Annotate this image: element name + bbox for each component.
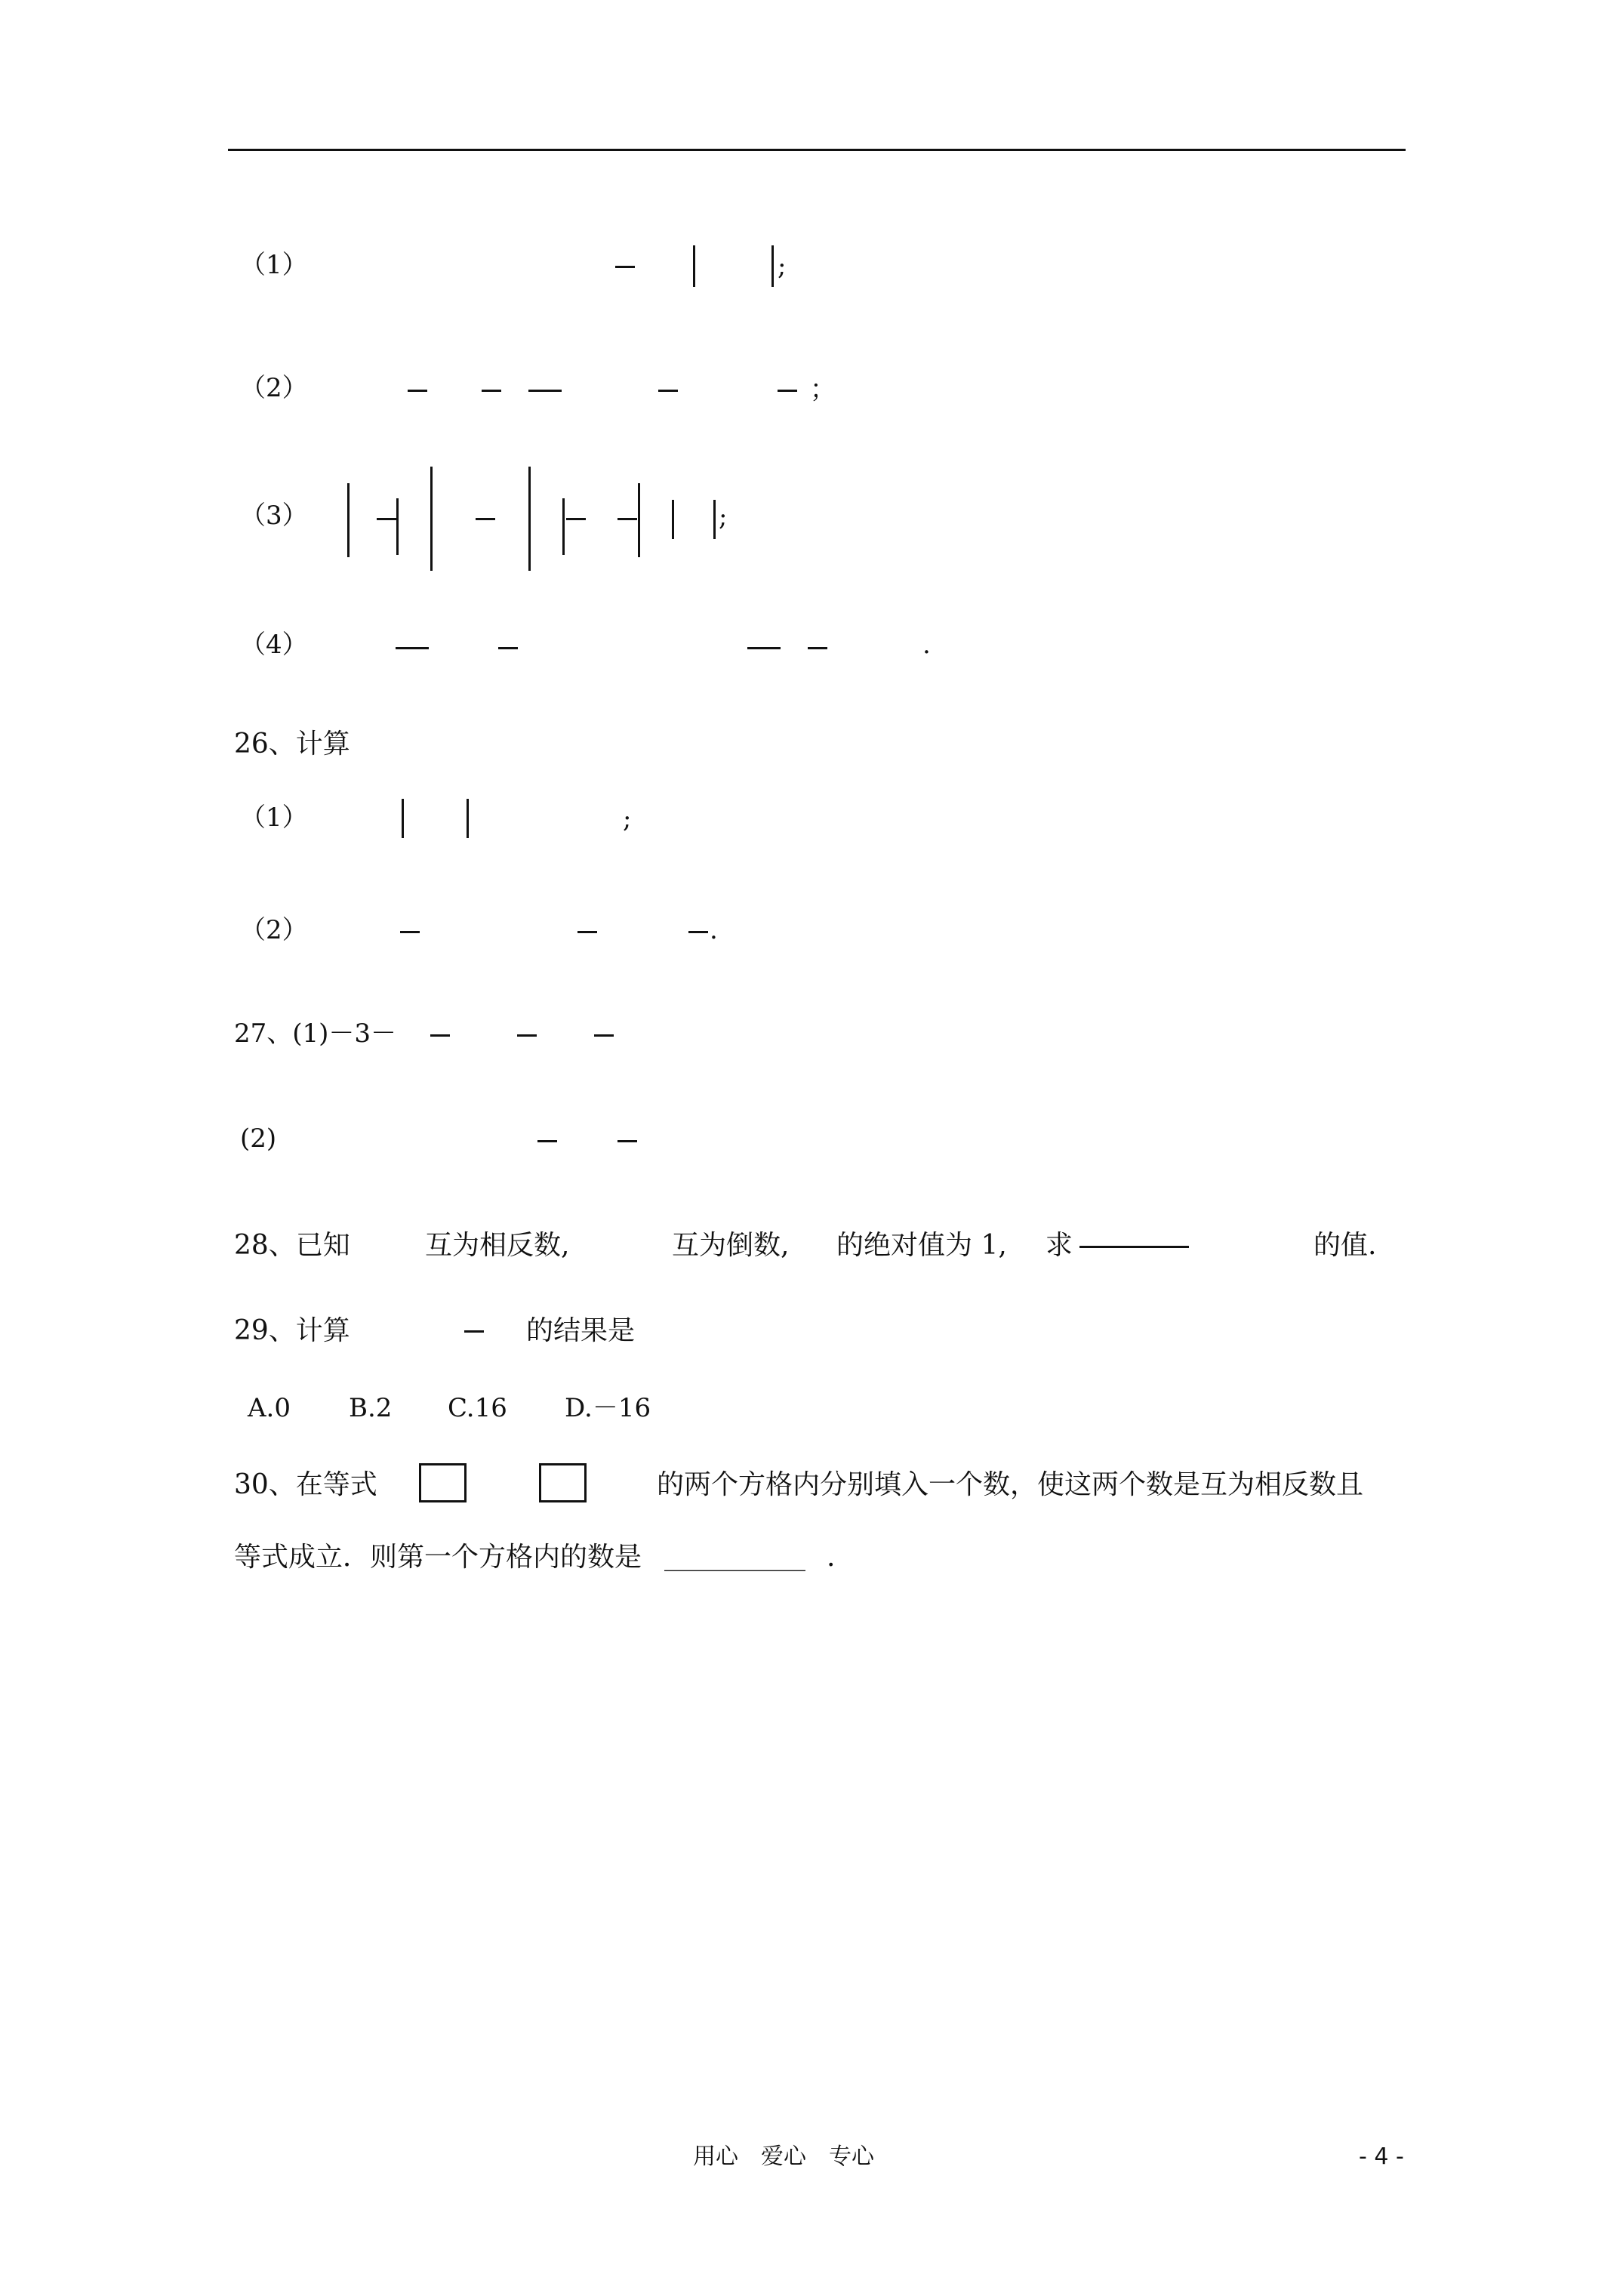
abs-bar-right: [467, 799, 469, 838]
abs-bar: [562, 498, 565, 555]
minus-sign: [464, 1330, 484, 1333]
answer-box-2[interactable]: [539, 1463, 587, 1502]
q26-p1-end: ;: [623, 804, 632, 834]
abs-bar: [347, 483, 350, 557]
abs-bar-left: [693, 245, 695, 287]
abs-bar: [713, 500, 716, 539]
q29-option-c: C.16: [448, 1393, 507, 1423]
footer-motto: 用心 爱心 专心: [693, 2143, 874, 2170]
q25-p4-end: .: [922, 630, 931, 660]
q26-p2-label: （2）: [240, 915, 308, 945]
q28-text-2: 互为相反数,: [425, 1230, 570, 1261]
minus-sign: [430, 1034, 450, 1037]
q29-option-d: D.－16: [565, 1393, 651, 1423]
minus-sign: [476, 518, 495, 520]
abs-bar: [396, 498, 399, 555]
q29-option-a: A.0: [248, 1393, 291, 1423]
abs-bar-right: [771, 245, 774, 287]
minus-sign: [808, 647, 827, 649]
minus-sign: [537, 1140, 557, 1142]
q30-end: .: [827, 1542, 836, 1573]
q26-p2-end: .: [710, 915, 718, 945]
fraction-bar: [1079, 1246, 1189, 1248]
minus-sign: [688, 931, 708, 933]
fraction-bar: [396, 647, 429, 649]
q30-line-2: 等式成立．则第一个方格内的数是: [234, 1542, 642, 1573]
fraction-bar: [617, 518, 637, 520]
q28-text-3: 互为倒数,: [672, 1230, 790, 1261]
minus-sign: [615, 266, 635, 268]
answer-box-1[interactable]: [419, 1463, 467, 1502]
q29-text-2: 的结果是: [526, 1315, 636, 1346]
fraction-bar: [377, 518, 396, 520]
q30-answer-blank[interactable]: ___________: [664, 1542, 805, 1572]
minus-sign: [400, 931, 420, 933]
abs-bar: [430, 467, 433, 571]
fraction-bar: [747, 647, 781, 649]
minus-sign: [617, 1140, 637, 1142]
q28-text-5: 求: [1046, 1230, 1073, 1261]
minus-sign: [498, 647, 518, 649]
q28-text-1: 28、已知: [234, 1230, 350, 1261]
header-rule: [228, 149, 1406, 151]
minus-sign: [658, 390, 678, 392]
q25-p4-label: （4）: [240, 630, 308, 660]
q28-text-4: 的绝对值为 1,: [836, 1230, 1007, 1261]
minus-sign: [482, 390, 501, 392]
q26-p1-label: （1）: [240, 803, 308, 833]
q25-p2-label: （2）: [240, 373, 308, 403]
minus-sign: [577, 931, 597, 933]
q28-text-6: 的值.: [1313, 1230, 1377, 1261]
minus-sign: [778, 390, 797, 392]
q25-p2-end: ；: [810, 374, 836, 405]
abs-bar-left: [402, 799, 404, 838]
minus-sign: [594, 1034, 614, 1037]
q29-option-b: B.2: [349, 1393, 393, 1423]
abs-bar: [528, 467, 531, 571]
q30-text-2: 的两个方格内分别填入一个数，使这两个数是互为相反数且: [657, 1469, 1364, 1500]
q26-title: 26、计算: [234, 729, 350, 760]
q25-p3-end: ;: [719, 502, 728, 532]
q27-p2-label: (2): [240, 1123, 277, 1154]
minus-sign: [408, 390, 427, 392]
fraction-bar: [566, 518, 586, 520]
q25-p1-label: （1）: [240, 250, 308, 280]
q25-p3-label: （3）: [240, 501, 308, 531]
q30-text-1: 30、在等式: [234, 1469, 377, 1500]
abs-bar: [638, 483, 640, 557]
q29-text-1: 29、计算: [234, 1315, 350, 1346]
abs-bar: [672, 500, 674, 539]
q25-p1-end: ;: [778, 251, 787, 282]
fraction-bar: [528, 390, 562, 392]
q27-p1-label: 27、(1)－3－: [234, 1019, 397, 1049]
page-number: - 4 -: [1359, 2143, 1404, 2170]
minus-sign: [517, 1034, 537, 1037]
